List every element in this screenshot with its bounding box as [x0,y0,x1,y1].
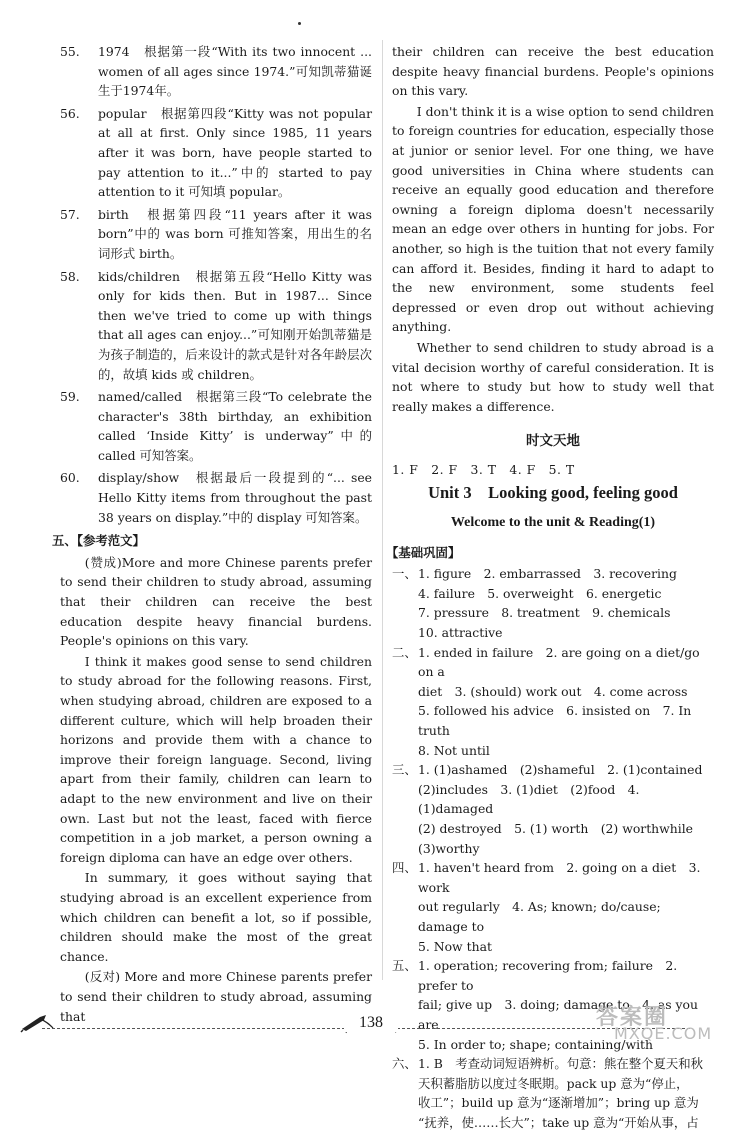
exercise-line: 10. attractive [418,625,503,641]
essay-paragraph: I don't think it is a wise option to send children to foreign countries for education, especially those at junior or senior level. For one thing, we have good universities in China where students can receive an equally good education and therefore owning a foreign diploma doesn't necessarily mean an edge over others in hunting for jobs. For another, so high is the tuition that not every family can afford it. Besides, finding it hard to adapt to the new environment, some students feel depressed or even drop out without achieving anything. [392,103,714,335]
exercise-block [392,564,714,642]
answer-item [60,42,372,101]
exercise-line: 1. operation; recovering from; failure 2. prefer to [418,958,678,993]
basics-label: 【基础巩固】 [386,544,461,560]
exercise-line: fail; give up 3. doing; damage to 4. as you are [418,997,698,1032]
exercise-line: (2) destroyed 5. (1) worth (2) worthwhile [418,820,694,836]
exercise-line: 8. Not until [418,742,490,758]
left-column [52,42,372,1027]
answer-text: named/called 根据第三段“To celebrate the character's 38th birthday, an exhibition called ‘Inside Kitty’ is underway”中的 called 可知答案。 [98,389,372,463]
answer-item [60,104,372,202]
answer-text: popular 根据第四段“Kitty was not popular at all at first. Only since 1985, 11 years after it was born, have people started to pay attention to it...”中的 started to pay attention to it 可知填 popular。 [98,105,372,200]
answer-text: display/show 根据最后一段提到的“... see Hello Kitty items from throughout the past 38 years on display.”中的 display 可知答案。 [98,470,372,525]
exercise-line: 5. Now that [418,938,492,954]
lesson-title: Welcome to the unit & Reading(1) [450,515,656,531]
exercise-number: 二、 [392,644,417,660]
watermark-text: 答案圈 [596,1005,669,1030]
exercise-block [392,1054,714,1132]
exercise-line: 1. figure 2. embarrassed 3. recovering [418,566,677,582]
answer-text: kids/children 根据第五段“Hello Kitty was only for kids then. But in 1987... Since then we've tried to come up with things that all ages can enjoy...”可知刚开始凯蒂猫是为孩子制造的，后来设计的款式是针对各年龄层次的，故填 kids 或 children。 [98,268,372,382]
exercise-line: 收工”；build up 意为“逐渐增加”；bring up 意为 [418,1095,699,1111]
exercise-block [392,643,714,761]
essay-paragraph: (反对) More and more Chinese parents prefer to send their children to study abroad, assuming that [60,969,372,1024]
answer-item [60,267,372,385]
answer-number: 60. [60,470,80,486]
answer-text: birth 根据第四段“11 years after it was born”中的 was born 可推知答案，用出生的名词形式 birth。 [98,206,372,261]
watermark-logo [590,1000,740,1046]
print-dot [298,22,301,25]
time-section-title: 时文天地 [526,433,580,450]
answer-number: 55. [60,44,80,59]
answer-number: 56. [60,105,80,121]
answer-item [60,387,372,465]
unit-title: Unit 3 Looking good, feeling good [428,483,678,503]
page-number: 138 [344,1014,398,1032]
exercise-line: (3)worthy [418,840,480,856]
exercise-line: diet 3. (should) work out 4. come across [418,683,688,699]
section-five-title: 五、【参考范文】 [52,533,145,549]
answer-number: 58. [60,268,80,284]
essay-paragraph: (赞成)More and more Chinese parents prefer to send their children to study abroad, assuming that their children can receive the best education despite heavy financial burdens. People's opinions on this vary. [60,554,372,649]
exercise-line: 7. pressure 8. treatment 9. chemicals [418,605,671,621]
exercise-line: 5. In order to; shape; containing/with [418,1036,654,1052]
pen-icon [20,1011,54,1033]
exercise-block [392,760,714,858]
answer-number: 57. [60,206,80,222]
essay-paragraph: their children can receive the best education despite heavy financial burdens. People's opinions on this vary. [392,44,714,99]
true-false-answers: 1. F 2. F 3. T 4. F 5. T [392,461,575,477]
page-number-badge [344,1013,398,1035]
column-divider [382,40,383,980]
exercise-line: 1. (1)ashamed (2)shameful 2. (1)contained [418,762,703,778]
essay-paragraph: Whether to send children to study abroad is a vital decision worthy of careful consideration. It is not where to study but how to study well that really makes a difference. [392,339,714,414]
right-column [386,42,714,1132]
exercise-line: 4. failure 5. overweight 6. energetic [418,585,662,601]
exercise-number: 四、 [392,860,417,876]
exercise-line: 5. followed his advice 6. insisted on 7. In truth [418,703,692,738]
answer-item [60,205,372,264]
watermark-url: MXQE.COM [614,1024,713,1043]
exercise-line: (2)includes 3. (1)diet (2)food 4. (1)damaged [418,781,640,817]
exercise-line: 1. haven't heard from 2. going on a diet 3. work [418,860,701,895]
answer-number: 59. [60,389,80,405]
answer-text: 1974 根据第一段“With its two innocent ... women of all ages since 1974.”可知凯蒂猫诞生于1974年。 [98,44,372,99]
exercise-number: 五、 [392,958,417,974]
exercise-number: 六、 [392,1056,417,1072]
exercise-block [392,858,714,956]
exercise-number: 三、 [392,762,417,778]
essay-paragraph: In summary, it goes without saying that studying abroad is an excellent experience from which children can benefit a lot, so if possible, children should make the most of the great chance. [60,870,372,964]
exercise-line: 1. ended in failure 2. are going on a diet/go on a [418,644,700,680]
essay-paragraph: I think it makes good sense to send children to study abroad for the following reasons. First, when studying abroad, children are exposed to a different culture, which will help broaden their horizons and provide them with a chance to improve their foreign language. Second, living apart from their family, children can learn to adapt to the new environment and live on their own. Last but not the least, faced with fierce competition in a job market, a person owning a foreign diploma can have an edge over others. [60,653,372,865]
exercise-line: “抚养，使……长大”；take up 意为“开始从事，占 [418,1114,699,1130]
exercise-line: 天积蓄脂肪以度过冬眠期。pack up 意为“停止， [418,1075,689,1091]
answer-item [60,468,372,527]
exercise-line: out regularly 4. As; known; do/cause; damage to [418,899,661,934]
exercise-line: 1. B 考查动词短语辨析。句意：熊在整个夏天和秋 [418,1056,704,1072]
exercise-number: 一、 [392,566,417,582]
